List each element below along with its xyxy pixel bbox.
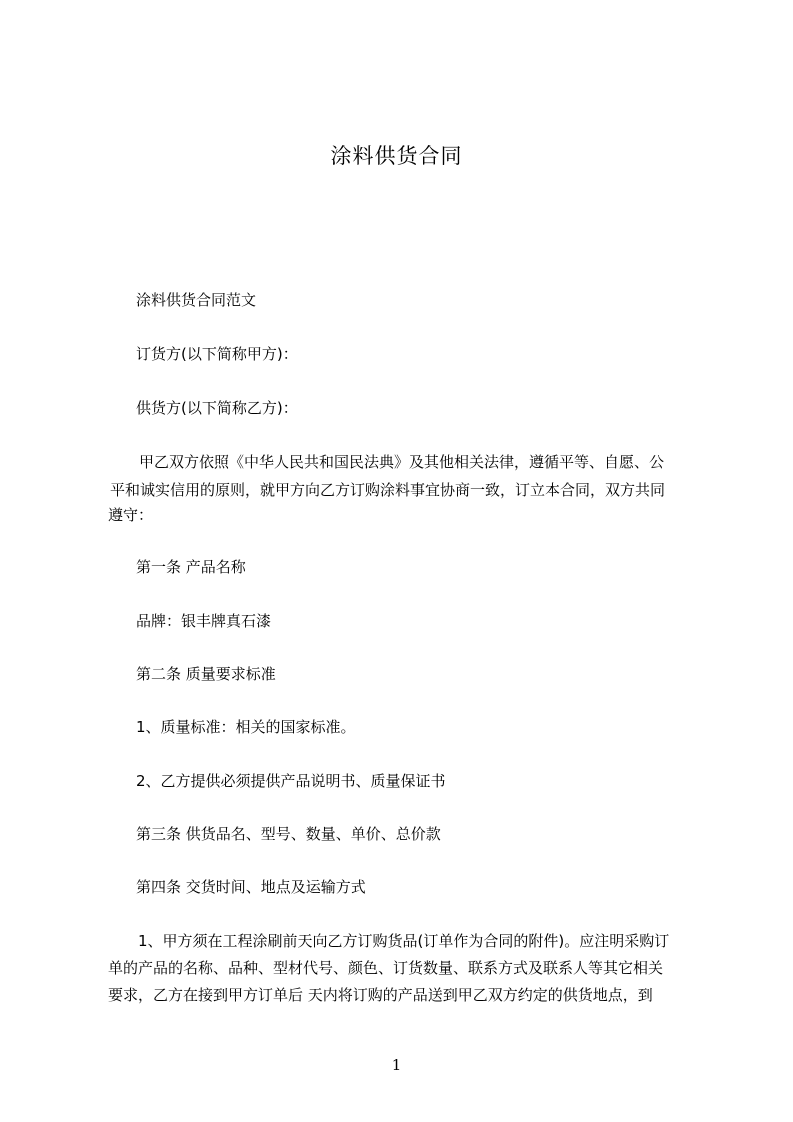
article-1-heading: 第一条 产品名称 — [136, 558, 246, 576]
page-number: 1 — [391, 1056, 402, 1074]
party-a-line: 订货方(以下简称甲方)： — [136, 345, 298, 363]
brand-line: 品牌：银丰牌真石漆 — [136, 612, 272, 630]
preamble-line-1: 甲乙双方依照《中华人民共和国民法典》及其他相关法律，遵循平等、自愿、公 — [139, 453, 665, 471]
delivery-item-1-line-2: 单的产品的名称、品种、型材代号、颜色、订货数量、联系方式及联系人等其它相关 — [108, 959, 664, 977]
preamble-line-2: 平和诚实信用的原则，就甲方向乙方订购涂料事宜协商一致，订立本合同，双方共同 — [110, 481, 666, 499]
quality-item-1: 1、质量标准：相关的国家标准。 — [136, 718, 356, 736]
party-b-line: 供货方(以下简称乙方)： — [136, 399, 298, 417]
delivery-item-1-line-3: 要求，乙方在接到甲方订单后 天内将订购的产品送到甲乙双方约定的供货地点，到 — [108, 986, 653, 1004]
article-2-heading: 第二条 质量要求标准 — [136, 665, 276, 683]
article-3-heading: 第三条 供货品名、型号、数量、单价、总价款 — [136, 825, 441, 843]
delivery-item-1-line-1: 1、甲方须在工程涂刷前天向乙方订购货品(订单作为合同的附件)。应注明采购订 — [138, 932, 670, 950]
document-title: 涂料供货合同 — [330, 144, 463, 168]
article-4-heading: 第四条 交货时间、地点及运输方式 — [136, 878, 366, 896]
quality-item-2: 2、乙方提供必须提供产品说明书、质量保证书 — [136, 772, 446, 790]
document-subtitle: 涂料供货合同范文 — [136, 291, 257, 309]
preamble-line-3: 遵守： — [108, 506, 154, 524]
